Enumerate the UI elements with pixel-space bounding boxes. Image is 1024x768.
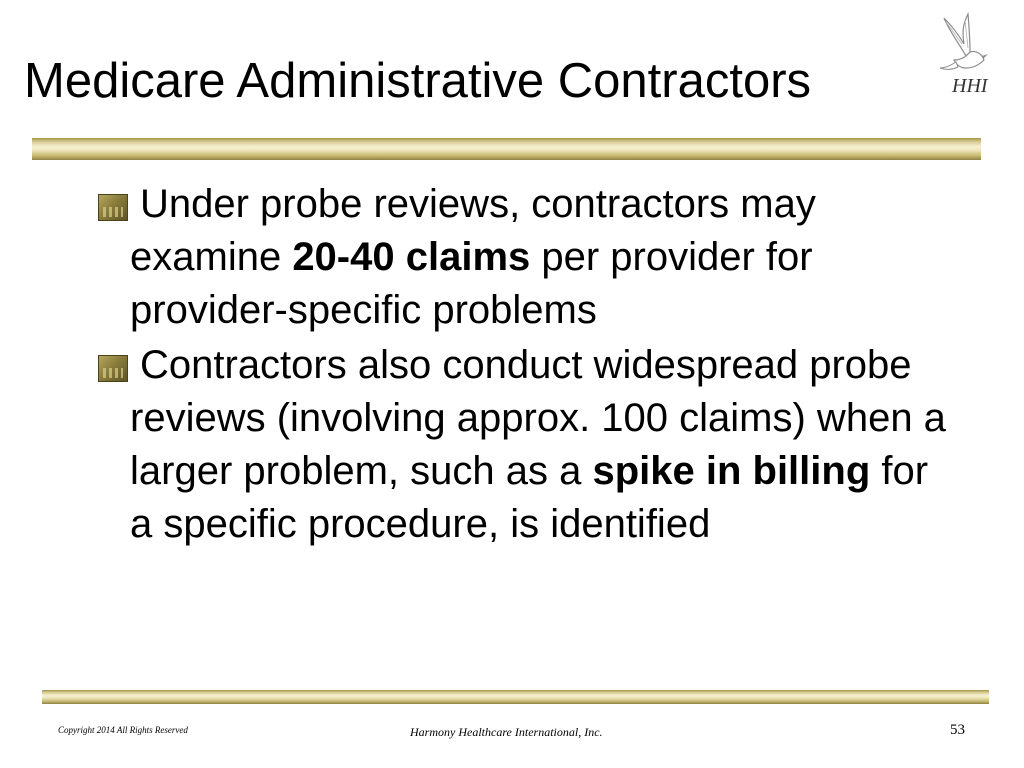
logo-text: HHI: [952, 75, 988, 97]
bullet-text-end: per provider for provider-specific problems: [130, 235, 813, 332]
company-logo: [930, 12, 1000, 102]
bullet-text-start: Under probe reviews, contractors may examine: [130, 182, 816, 279]
bullet-text-end: for a specific procedure, is identified: [130, 449, 929, 546]
copyright-text: Copyright 2014 All Rights Reserved: [58, 725, 188, 735]
bullet-item: [98, 178, 958, 337]
dove-logo-icon: [930, 12, 1000, 102]
slide-title: Medicare Administrative Contractors: [24, 54, 812, 108]
bullet-emphasis: spike in billing: [592, 449, 871, 493]
bullet-square-icon: [98, 355, 128, 382]
bullet-list: [98, 178, 958, 553]
title-divider-bar: [32, 138, 981, 160]
company-name: Harmony Healthcare International, Inc.: [410, 725, 603, 739]
bullet-emphasis: 20-40 claims: [292, 235, 531, 279]
footer-divider-bar: [42, 690, 989, 704]
bullet-text-start: Contractors also conduct widespread probe reviews (involving approx. 100 claims) when a larger problem, such as a: [130, 343, 946, 493]
page-number: 53: [950, 722, 965, 738]
bullet-item: [98, 339, 958, 551]
bullet-square-icon: [98, 194, 128, 221]
